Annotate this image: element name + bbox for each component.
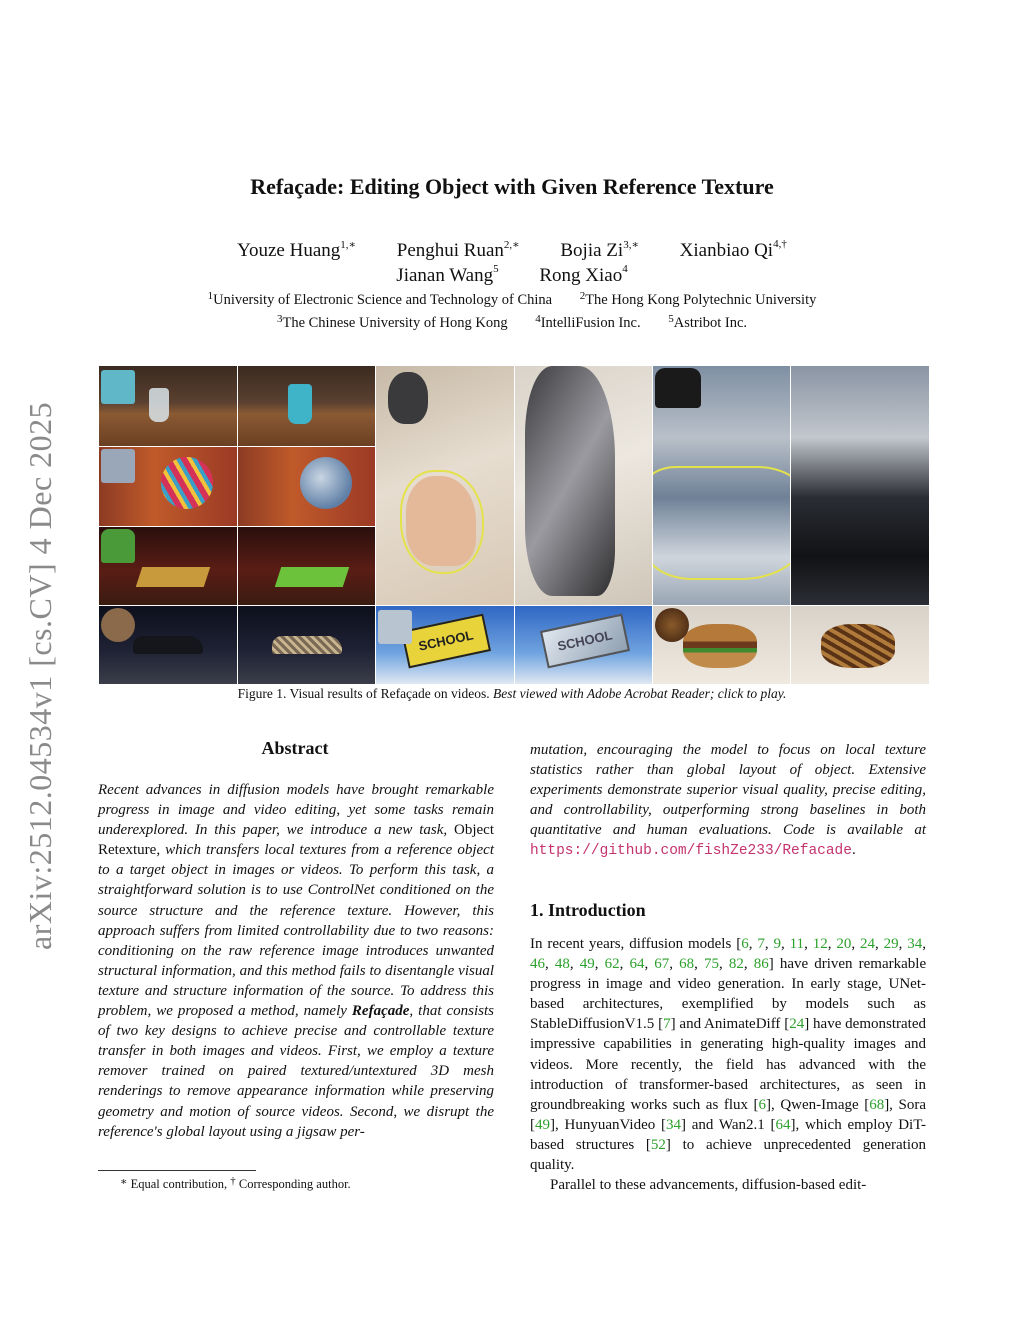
reference-texture-thumb bbox=[101, 529, 135, 563]
citation-link[interactable]: 34 bbox=[666, 1116, 682, 1133]
affiliation: $^3$The Chinese University of Hong Kong bbox=[276, 313, 508, 331]
citation-link[interactable]: 82 bbox=[728, 956, 744, 973]
video-book-result[interactable] bbox=[238, 527, 375, 605]
affiliation-line-2 bbox=[0, 315, 1024, 332]
citation-link[interactable]: 24 bbox=[789, 1016, 805, 1033]
reference-texture-thumb bbox=[655, 368, 701, 408]
introduction-body: In recent years, diffusion models [6, 7, 9, 11, 12, 20, 24, 29, 34, 46, 48, 49, 62, 64, 67, 68, 75, 82, 86] have driven remarkable progress in image and video generation. In early stage, UNet-based architectures, exemplified by models such as StableDiffusionV1.5 [7] and AnimateDiff [24] have demonstrated impressive capabilities in generating high-quality images and videos. More recently, the field has advanced with the introduction of transformer-based architectures, as seen in groundbreaking works such as flux [6], Qwen-Image [68], Sora [49], HunyuanVideo [34] and Wan2.1 [64], which employ DiT-based structures [52] to achieve unprecedented generation quality. Parallel to these advancements, diffusion-based edit- bbox=[530, 934, 926, 1195]
method-name: Refaçade bbox=[351, 1003, 410, 1020]
video-cup-result[interactable] bbox=[238, 366, 375, 446]
abstract-continued: mutation, encouraging the model to focus on local texture statistics rather than global layout of object. Extensive experiments demonstrate superior visual quality, precise editing, and controllability, outperforming strong baselines in both quantitative and human evaluations. Code is available at https://github.com/fishZe233/Refacade. bbox=[530, 742, 926, 860]
affiliation: $^2$The Hong Kong Polytechnic University bbox=[579, 290, 817, 308]
paper-title: Refaçade: Editing Object with Given Reference Texture bbox=[250, 174, 774, 199]
reference-texture-thumb bbox=[101, 449, 135, 483]
citation-link[interactable]: 68 bbox=[869, 1096, 885, 1113]
author-line-1 bbox=[0, 240, 1024, 262]
author: Jianan Wang$^5$ bbox=[396, 263, 499, 286]
section-heading-introduction: 1. Introduction bbox=[530, 900, 646, 920]
citation-link[interactable]: 7 bbox=[663, 1016, 671, 1033]
video-sign-result[interactable] bbox=[515, 606, 652, 684]
citation-link[interactable]: 64 bbox=[775, 1116, 791, 1133]
citation-link[interactable]: 29 bbox=[883, 936, 899, 952]
code-link[interactable]: https://github.com/fishZe233/Refacade bbox=[530, 843, 852, 860]
citation-link[interactable]: 34 bbox=[907, 936, 923, 952]
reference-texture-thumb bbox=[388, 372, 428, 424]
video-fish-source[interactable] bbox=[99, 447, 237, 526]
author: Rong Xiao$^4$ bbox=[539, 263, 628, 286]
video-burger-result[interactable] bbox=[791, 606, 929, 684]
sign-label: SCHOOL bbox=[401, 614, 491, 669]
video-book-source[interactable] bbox=[99, 527, 237, 605]
video-sign-source[interactable] bbox=[376, 606, 514, 684]
footnote-rule bbox=[98, 1170, 256, 1171]
affiliation-line-1 bbox=[0, 292, 1024, 309]
reference-texture-thumb bbox=[655, 608, 689, 642]
abstract-heading: Abstract bbox=[261, 738, 329, 758]
reference-texture-thumb bbox=[378, 610, 412, 644]
video-clouds-source[interactable] bbox=[653, 366, 790, 605]
affiliation: $^5$Astribot Inc. bbox=[668, 313, 748, 331]
caption-italic: Best viewed with Adobe Acrobat Reader; click to play. bbox=[493, 686, 787, 701]
video-fish-result[interactable] bbox=[238, 447, 375, 526]
video-yoga-result[interactable] bbox=[515, 366, 652, 605]
citation-link[interactable]: 11 bbox=[789, 936, 805, 952]
citation-link[interactable]: 49 bbox=[535, 1116, 550, 1133]
video-yoga-source[interactable] bbox=[376, 366, 514, 605]
citation-link[interactable]: 64 bbox=[629, 956, 645, 973]
citation-link[interactable]: 62 bbox=[604, 956, 620, 973]
task-name: Object Retexture bbox=[98, 822, 494, 859]
citation-link[interactable]: 67 bbox=[654, 956, 670, 973]
caption-text: Figure 1. Visual results of Refaçade on videos. bbox=[237, 686, 494, 701]
video-cup-source[interactable] bbox=[99, 366, 237, 446]
author: Xianbiao $Qi^{4,\dagger}$ bbox=[679, 238, 787, 261]
affiliation: $^1$University of Electronic Science and Technology of China bbox=[207, 290, 553, 308]
video-clouds-result[interactable] bbox=[791, 366, 929, 605]
citation-link[interactable]: 6 bbox=[758, 1096, 767, 1113]
introduction-paragraph-2: Parallel to these advancements, diffusion-based edit- bbox=[550, 1177, 867, 1194]
citation-link[interactable]: 7 bbox=[757, 936, 765, 952]
author-line-2 bbox=[0, 265, 1024, 287]
citation-link[interactable]: 20 bbox=[836, 936, 852, 952]
citation-link[interactable]: 9 bbox=[773, 936, 781, 952]
citation-link[interactable]: 6 bbox=[741, 936, 749, 952]
citation-link[interactable]: 68 bbox=[679, 956, 695, 973]
citation-link[interactable]: 49 bbox=[579, 956, 595, 973]
reference-texture-thumb bbox=[101, 608, 135, 642]
video-car-source[interactable] bbox=[99, 606, 237, 684]
citation-link[interactable]: 86 bbox=[753, 956, 769, 973]
video-burger-source[interactable] bbox=[653, 606, 790, 684]
sign-label: SCHOOL bbox=[540, 614, 630, 669]
citation-link[interactable]: 12 bbox=[812, 936, 828, 952]
figure-caption bbox=[0, 686, 1024, 702]
citation-link[interactable]: 75 bbox=[704, 956, 720, 973]
video-car-result[interactable] bbox=[238, 606, 375, 684]
citation-link[interactable]: 48 bbox=[554, 956, 570, 973]
citation-list: 6, 7, 9, 11, 12, 20, 24, 29, 34, 46, 48, 49, 62, 64, 67, 68, 75, 82, 86 bbox=[530, 936, 927, 973]
author: Bojia $Zi^{3,∗}$ bbox=[560, 239, 639, 261]
author: Youze Huang$^{1,∗}$ bbox=[237, 239, 356, 261]
citation-link[interactable]: 52 bbox=[650, 1136, 666, 1153]
teaser-figure[interactable] bbox=[99, 366, 929, 684]
author: Penghui Ruan$^{2,∗}$ bbox=[396, 239, 520, 261]
footnote: ∗ Equal contribution, † Corresponding author. bbox=[120, 1175, 351, 1191]
reference-texture-thumb bbox=[101, 370, 135, 404]
citation-link[interactable]: 24 bbox=[859, 936, 875, 952]
arxiv-side-stamp: arXiv:2512.04534v1 [cs.CV] 4 Dec 2025 bbox=[22, 401, 58, 950]
affiliation: $^4$IntelliFusion Inc. bbox=[535, 313, 641, 331]
citation-link[interactable]: 46 bbox=[530, 956, 545, 973]
abstract-body: Recent advances in diffusion models have brought remarkable progress in image and video editing, yet some tasks remain underexplored. In this paper, we introduce a new task, Object Retexture, which transfers local textures from a reference object to a target object in images or videos. To perform this task, a straightforward solution is to use ControlNet conditioned on the source structure and the reference texture. However, this approach suffers from limited controllability due to two reasons: conditioning on the raw reference image introduces unwanted structural information, and this method fails to disentangle visual texture and structure information of the source. To address this problem, we proposed a method, namely Refaçade, that consists of two key designs to achieve precise and controllable texture transfer in both images and videos. First, we employ a texture remover trained on paired textured/untextured 3D mesh renderings to remove appearance information while preserving geometry and motion of source videos. Second, we disrupt the reference's global layout using a jigsaw per- bbox=[98, 782, 494, 1140]
